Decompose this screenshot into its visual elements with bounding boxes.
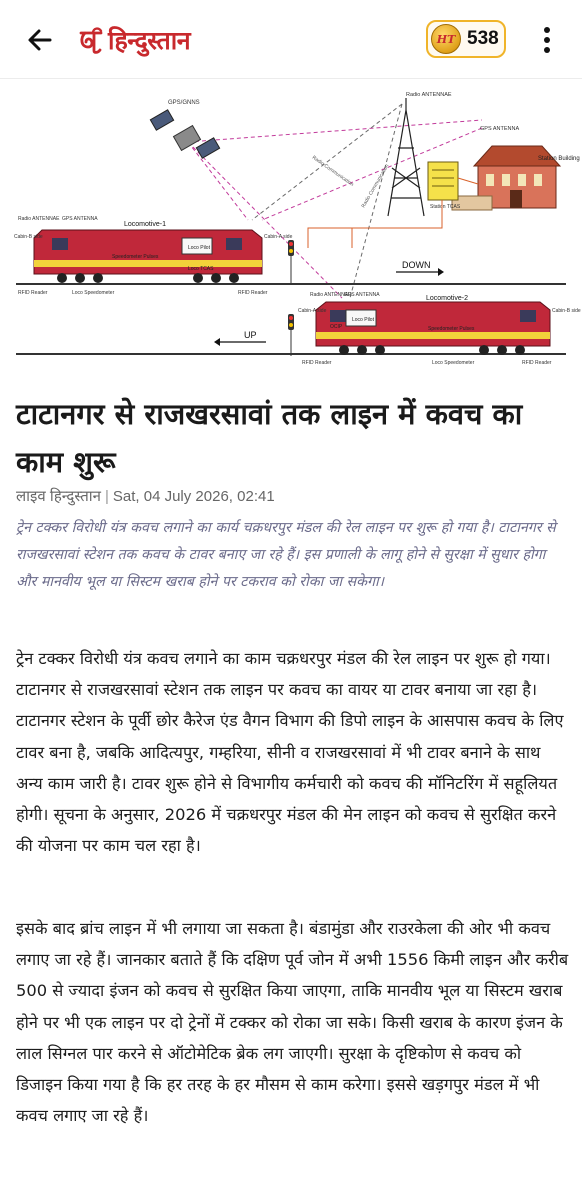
coin-label: HT bbox=[436, 32, 456, 46]
label-cabin-a-2: Cabin-A side bbox=[298, 308, 327, 314]
label-loco-speedometer-2: Loco Speedometer bbox=[432, 360, 475, 366]
label-ocip: OCIP bbox=[330, 324, 343, 330]
label-radio-comm-1: Radio Communication bbox=[310, 154, 355, 188]
byline-separator: | bbox=[104, 488, 109, 505]
more-options-button[interactable] bbox=[530, 22, 564, 58]
label-radio-comm-2: Radio Communication bbox=[360, 163, 391, 209]
label-gps-antenna-2: GPS ANTENNA bbox=[344, 292, 380, 298]
label-locomotive-1: Locomotive-1 bbox=[124, 221, 167, 228]
coin-count: 538 bbox=[467, 28, 499, 49]
label-rfid-reader-1a: RFID Reader bbox=[18, 290, 48, 296]
article-paragraph-1: ट्रेन टक्कर विरोधी यंत्र कवच लगाने का काम चक्रधरपुर मंडल की रेल लाइन पर शुरू हो गया। टाटानगर से राजखरसावां स्टेशन तक लाइन पर कवच का वायर या टावर बनाया जा रहा है। टाटानगर स्टेशन के पूर्वी छोर कैरेज एंड वैगन विभाग की डिपो लाइन के आसपास कवच के लिए टावर बना है, जबकि आदित्यपुर, गम्हरिया, सीनी व राजखरसावां में भी टावर बनाने के साथ अन्य काम जारी है। टावर शुरू होने से विभागीय कर्मचारी को कवच की मॉनिटरिंग में सहूलियत होगी। सूचना के अनुसार, 2026 में चक्रधरपुर मंडल की मेन लाइन को कवच से सुरक्षित करने की योजना पर काम चल रहा है। bbox=[16, 649, 564, 856]
label-station-building: Station Building bbox=[538, 156, 580, 162]
article-datetime: Sat, 04 July 2026, 02:41 bbox=[112, 488, 275, 505]
label-cabin-a-1: Cabin-A side bbox=[264, 234, 293, 240]
back-button[interactable] bbox=[22, 22, 58, 58]
more-vertical-icon bbox=[530, 22, 564, 58]
label-loco-pilot-2: Loco Pilot bbox=[352, 317, 374, 323]
article-byline bbox=[16, 486, 275, 506]
satellite-icon bbox=[150, 110, 219, 158]
label-loco-speedometer-1: Loco Speedometer bbox=[72, 290, 115, 296]
label-up: UP bbox=[244, 330, 257, 340]
hindustan-logo[interactable] bbox=[78, 20, 190, 60]
label-rfid-reader-2b: RFID Reader bbox=[522, 360, 552, 366]
app-bar bbox=[0, 0, 582, 79]
label-rfid-reader-2a: RFID Reader bbox=[302, 360, 332, 366]
label-speedometer-pulses-2: Speedometer Pulses bbox=[428, 326, 475, 332]
radio-tower-icon bbox=[388, 98, 424, 216]
station-tcas-icon bbox=[428, 162, 458, 200]
article-paragraph-2: इसके बाद ब्रांच लाइन में भी लगाया जा सकता है। बंडामुंडा और राउरकेला की ओर भी कवच लगाए जा रहे हैं। जानकार बताते हैं कि दक्षिण पूर्व जोन में अभी 1556 किमी लाइन और करीब 500 से ज्यादा इंजन को कवच से सुरक्षित किया जाएगा, ताकि मानवीय भूल या सिस्टम खराब होने पर भी एक लाइन पर दो ट्रेनों में टक्कर को रोका जा सके। किसी खराब के कारण इंजन के लाल सिग्नल पार करने से ऑटोमेटिक ब्रेक लग जाएगी। सुरक्षा के दृष्टिकोण से कवच को डिजाइन किया गया है कि हर तरह के हर मौसम से काम करेगा। इससे खड़गपुर मंडल में भी कवच लगाए जा रहे हैं। bbox=[16, 919, 569, 1126]
label-station-tcas: Station TCAS bbox=[430, 204, 461, 210]
label-cabin-b-1: Cabin-B side bbox=[14, 234, 43, 240]
label-loco-pilot-1: Loco Pilot bbox=[188, 245, 210, 251]
label-loco-tcas-1: Loco TCAS bbox=[188, 266, 214, 272]
label-locomotive-2: Locomotive-2 bbox=[426, 295, 469, 302]
label-down: DOWN bbox=[402, 260, 431, 270]
article-hero-image[interactable] bbox=[12, 88, 581, 374]
arrow-left-icon bbox=[22, 22, 58, 58]
signal-icon bbox=[288, 240, 294, 356]
label-radio-antennae-top: Radio ANTENNAE bbox=[406, 92, 452, 98]
label-gps-gnns: GPS/GNNS bbox=[168, 100, 200, 106]
kavach-diagram bbox=[12, 88, 581, 374]
article-source[interactable]: लाइव हिन्दुस्तान bbox=[16, 488, 101, 505]
ht-coin-icon bbox=[431, 24, 461, 54]
label-radio-antennae-1: Radio ANTENNAE bbox=[18, 216, 60, 222]
label-speedometer-pulses-1: Speedometer Pulses bbox=[112, 254, 159, 260]
label-gps-antenna-1: GPS ANTENNA bbox=[62, 216, 98, 222]
label-rfid-reader-1b: RFID Reader bbox=[238, 290, 268, 296]
label-gps-antenna-top: GPS ANTENNA bbox=[480, 126, 520, 132]
article-headline: टाटानगर से राजखरसावां तक लाइन में कवच का काम शुरू bbox=[16, 397, 523, 479]
label-cabin-b-2: Cabin-B side bbox=[552, 308, 581, 314]
logo-text: हिन्दुस्तान bbox=[108, 26, 191, 55]
article-summary: ट्रेन टक्कर विरोधी यंत्र कवच लगाने का कार्य चक्रधरपुर मंडल की रेल लाइन पर शुरू हो गया है। टाटानगर से राजखरसावां स्टेशन तक कवच के टावर बनाए जा रहे हैं। इस प्रणाली के लागू होने से सुरक्षा में सुधार होगा और मानवीय भूल या सिस्टम खराब होने पर टकराव को रोका जा सकेगा। bbox=[16, 520, 556, 590]
label-radio-antennae-2: Radio ANTENNAE bbox=[310, 292, 352, 298]
coins-button[interactable] bbox=[426, 20, 506, 58]
hindustan-logo-icon bbox=[78, 25, 104, 55]
